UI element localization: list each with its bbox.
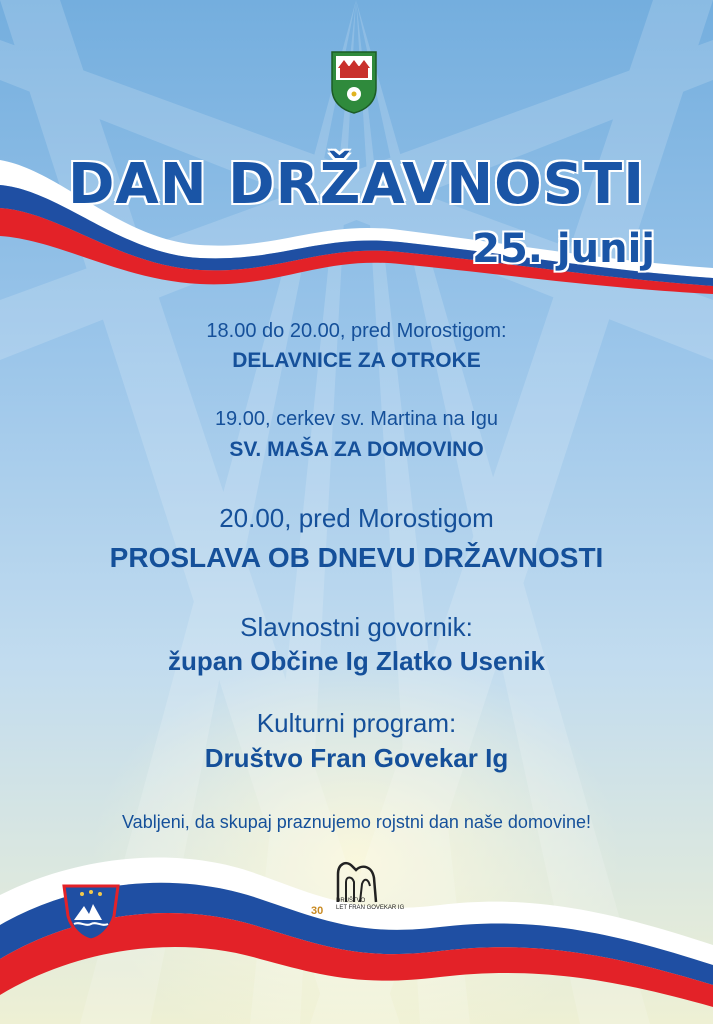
logo-text-top: DRUŠTVO — [336, 898, 366, 904]
event-3-time: 20.00, pred Morostigom — [219, 503, 494, 533]
poster-title: DAN DRŽAVNOSTI — [67, 152, 646, 217]
municipality-crest-icon — [330, 50, 378, 114]
event-2-title: SV. MAŠA ZA DOMOVINO — [229, 438, 484, 461]
logo-text-bottom: LET FRAN GOVEKAR IG — [336, 905, 405, 911]
speaker-label: Slavnostni govornik: — [240, 612, 473, 642]
logo-text — [336, 898, 404, 912]
slovenian-coat-of-arms-icon — [62, 882, 120, 942]
invitation-text: Vabljeni, da skupaj praznujemo rojstni dan naše domovine! — [122, 812, 591, 832]
event-1-time: 18.00 do 20.00, pred Morostigom: — [206, 320, 507, 342]
event-1-title: DELAVNICE ZA OTROKE — [232, 349, 481, 372]
program-name: Društvo Fran Govekar Ig — [204, 743, 509, 773]
event-3-title: PROSLAVA OB DNEVU DRŽAVNOSTI — [109, 542, 604, 573]
event-2-time: 19.00, cerkev sv. Martina na Igu — [214, 408, 499, 430]
logo-years: 30 — [311, 905, 324, 917]
speaker-name: župan Občine Ig Zlatko Usenik — [167, 646, 546, 676]
poster-date: 25. junij — [472, 226, 655, 272]
program-label: Kulturni program: — [256, 708, 457, 738]
